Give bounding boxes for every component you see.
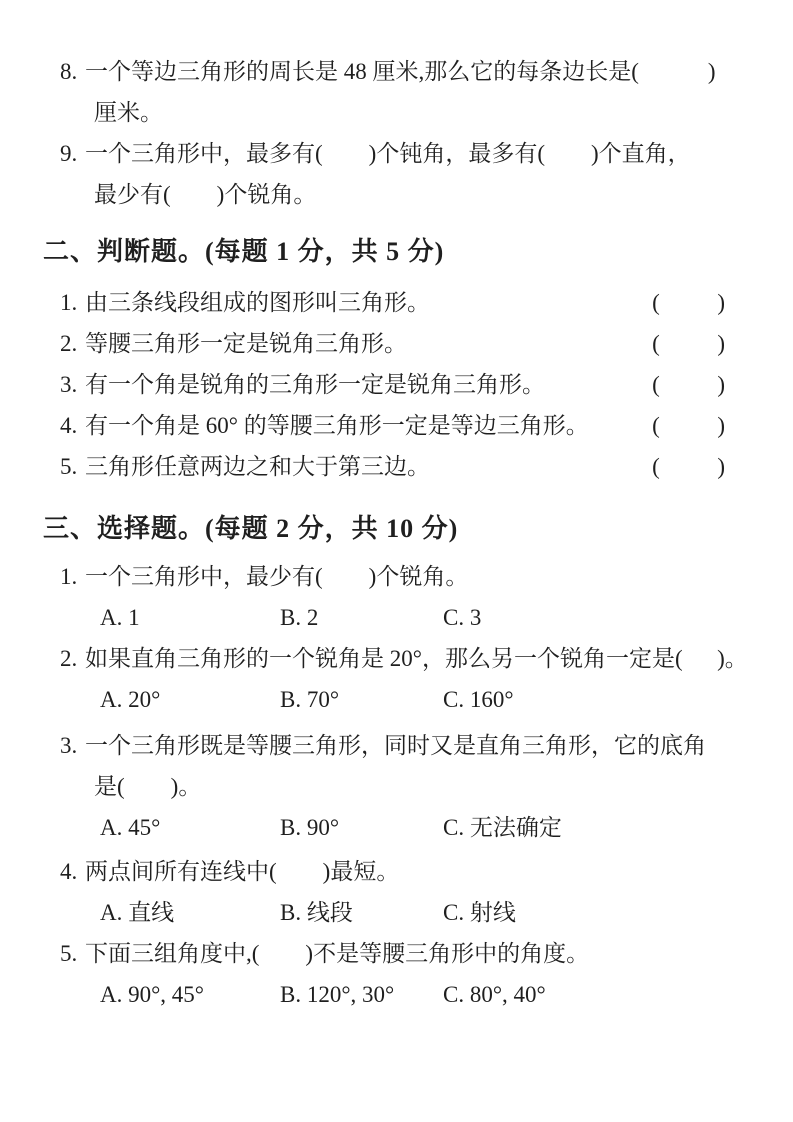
choice-q1-text: 一个三角形中，最少有( )个锐角。: [85, 564, 469, 589]
choice-q3-option-a: A. 45°: [100, 815, 161, 840]
choice-q2-option-a: A. 20°: [100, 687, 161, 712]
choice-q4-option-c: C. 射线: [443, 900, 516, 925]
judge-item-4-number: 4.: [60, 413, 78, 438]
choice-q4-line: [60, 851, 753, 892]
choice-q2-option-c: C. 160°: [443, 687, 514, 712]
choice-q3-option-c: C. 无法确定: [443, 815, 562, 840]
choice-q4-option-b: B. 线段: [280, 900, 353, 925]
choice-q3-line-1: [60, 725, 753, 766]
choice-q3-line-2: 是( )。: [94, 774, 202, 799]
choice-q2-options: [60, 679, 753, 720]
choice-q4-option-a: A. 直线: [100, 900, 175, 925]
choice-q5-text: 下面三组角度中,( )不是等腰三角形中的角度。: [85, 941, 590, 966]
choice-q2-line: [60, 638, 753, 679]
choice-section-heading: 三、选择题。(每题 2 分，共 10 分): [43, 514, 459, 543]
choice-q5-option-a: A. 90°, 45°: [100, 982, 205, 1007]
question-9-number: 9.: [60, 141, 78, 166]
judge-item-2-text: 等腰三角形一定是锐角三角形。: [85, 331, 407, 356]
judge-item-5-number: 5.: [60, 454, 78, 479]
choice-q3-options: [60, 807, 753, 848]
choice-q1-option-b: B. 2: [280, 605, 319, 630]
choice-q4-text: 两点间所有连线中( )最短。: [85, 859, 400, 884]
choice-q5-option-c: C. 80°, 40°: [443, 982, 546, 1007]
choice-section: [60, 556, 753, 1015]
question-9-line-2: 最少有( )个锐角。: [94, 182, 317, 207]
judge-item-3: [60, 364, 753, 405]
choice-q5-options: [60, 974, 753, 1015]
judge-item-3-number: 3.: [60, 372, 78, 397]
question-8-text: 一个等边三角形的周长是 48 厘米,那么它的每条边长是( ): [85, 59, 716, 84]
question-8-line-2: 厘米。: [94, 100, 163, 125]
choice-q3-number: 3.: [60, 733, 78, 758]
judge-item-4: [60, 405, 753, 446]
judge-item-5-answer-blank: ( ): [652, 454, 725, 479]
judge-item-2-number: 2.: [60, 331, 78, 356]
choice-q5-line: [60, 933, 753, 974]
judge-item-4-text: 有一个角是 60° 的等腰三角形一定是等边三角形。: [85, 413, 589, 438]
judge-item-3-text: 有一个角是锐角的三角形一定是锐角三角形。: [85, 372, 545, 397]
choice-q4-number: 4.: [60, 859, 78, 884]
judge-item-3-answer-blank: ( ): [652, 372, 725, 397]
choice-q2-text: 如果直角三角形的一个锐角是 20°，那么另一个锐角一定是( )。: [85, 646, 748, 671]
choice-q3-text: 一个三角形既是等腰三角形，同时又是直角三角形，它的底角: [85, 733, 706, 758]
judge-item-5-text: 三角形任意两边之和大于第三边。: [85, 454, 430, 479]
choice-q1-options: [60, 597, 753, 638]
judge-item-4-answer-blank: ( ): [652, 413, 725, 438]
judge-item-1: [60, 282, 753, 323]
judge-item-5: [60, 446, 753, 487]
choice-q1-line: [60, 556, 753, 597]
choice-q2-number: 2.: [60, 646, 78, 671]
judge-item-1-text: 由三条线段组成的图形叫三角形。: [85, 290, 430, 315]
question-9-line-1: [60, 133, 753, 174]
question-8-number: 8.: [60, 59, 78, 84]
fill-in-section: [60, 51, 753, 215]
choice-q5-number: 5.: [60, 941, 78, 966]
judge-section-heading: 二、判断题。(每题 1 分，共 5 分): [43, 237, 445, 266]
choice-q5-option-b: B. 120°, 30°: [280, 982, 395, 1007]
question-9-text: 一个三角形中，最多有( )个钝角，最多有( )个直角，: [85, 141, 691, 166]
choice-q4-options: [60, 892, 753, 933]
judge-section: [60, 282, 753, 487]
judge-item-1-number: 1.: [60, 290, 78, 315]
choice-q1-option-a: A. 1: [100, 605, 140, 630]
question-8-line-1: [60, 51, 753, 92]
choice-q1-option-c: C. 3: [443, 605, 482, 630]
choice-q2-option-b: B. 70°: [280, 687, 340, 712]
judge-item-1-answer-blank: ( ): [652, 290, 725, 315]
choice-q1-number: 1.: [60, 564, 78, 589]
choice-q3-option-b: B. 90°: [280, 815, 340, 840]
judge-item-2-answer-blank: ( ): [652, 331, 725, 356]
judge-item-2: [60, 323, 753, 364]
